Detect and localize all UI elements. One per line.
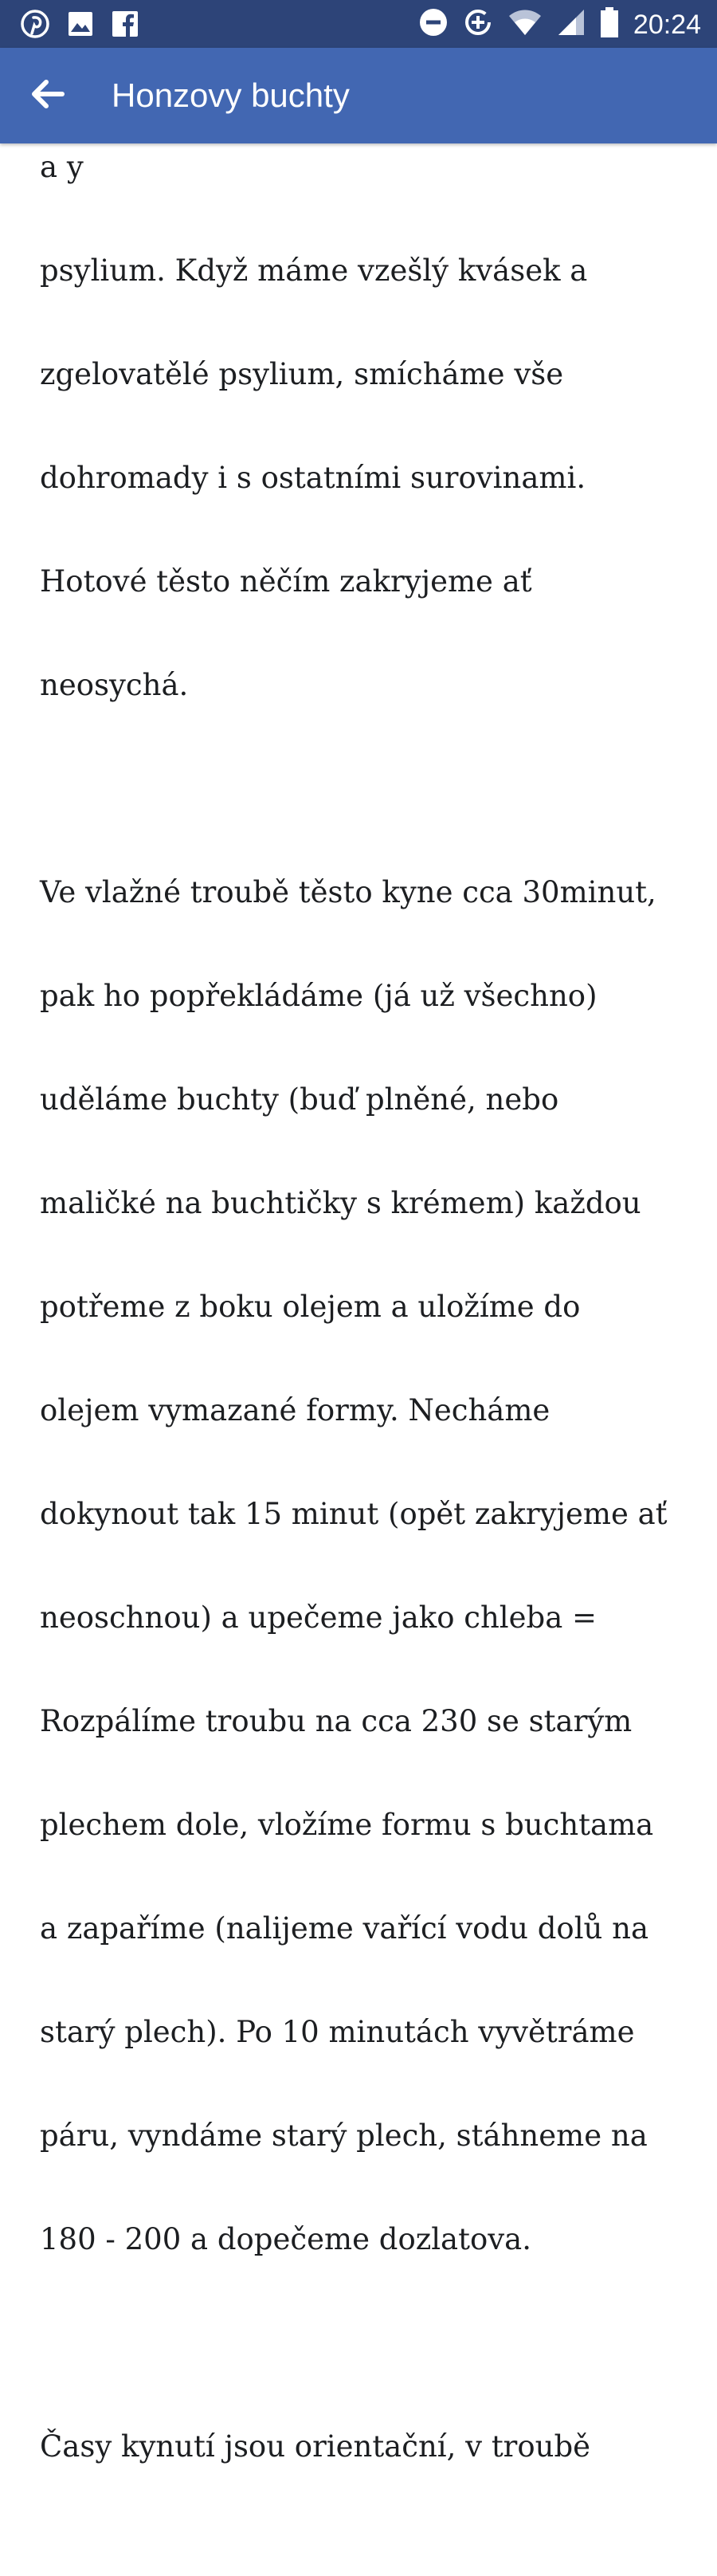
article-body <box>40 89 693 2576</box>
text-line: Ve vlažné troubě těsto kyne cca 30minut, <box>40 875 656 909</box>
battery-icon <box>600 6 619 42</box>
image-icon <box>67 10 94 41</box>
text-line: psylium. Když máme vzešlý kvásek a <box>40 253 588 288</box>
text-line: a zapaříme (nalijeme vařící vodu dolů na <box>40 1911 649 1946</box>
text-line: starý plech). Po 10 minutách vyvětráme <box>40 2015 635 2049</box>
status-time: 20:24 <box>633 9 701 40</box>
notification-icons <box>21 10 139 42</box>
text-line: 180 - 200 a dopečeme dozlatova. <box>40 2222 531 2256</box>
text-line: potřeme z boku olejem a uložíme do <box>40 1290 581 1324</box>
arrow-left-icon <box>30 80 65 112</box>
do-not-disturb-icon <box>418 7 449 41</box>
text-line: zgelovatělé psylium, smícháme vše <box>40 357 564 391</box>
text-line: a y <box>40 150 84 184</box>
wifi-icon <box>507 8 543 41</box>
text-line: uděláme buchty (buď plněné, nebo <box>40 1082 559 1117</box>
text-line: dokynout tak 15 minut (opět zakryjeme ať <box>40 1497 668 1531</box>
paragraph-1 <box>40 89 693 763</box>
text-line: dohromady i s ostatními surovinami. <box>40 461 586 495</box>
text-line: páru, vyndáme starý plech, stáhneme na <box>40 2119 648 2153</box>
pinterest-icon <box>21 10 49 42</box>
system-icons <box>418 6 701 42</box>
page-title: Honzovy buchty <box>112 77 350 114</box>
text-line: plechem dole, vložíme formu s buchtama <box>40 1808 654 1842</box>
text-line: Hotové těsto něčím zakryjeme ať <box>40 564 532 599</box>
paragraph-3 <box>40 2369 693 2524</box>
back-button[interactable] <box>24 72 72 120</box>
data-saver-icon <box>463 7 493 41</box>
text-line: Rozpálíme troubu na cca 230 se starým <box>40 1704 633 1738</box>
text-line: neosychá. <box>40 668 189 702</box>
paragraph-2 <box>40 815 693 2317</box>
signal-icon <box>557 8 586 41</box>
text-line: maličké na buchtičky s krémem) každou <box>40 1186 641 1220</box>
text-line: Časy kynutí jsou orientační, v troubě <box>40 2429 591 2464</box>
article-scroll-area[interactable] <box>0 143 717 2464</box>
text-line: pak ho popřekládáme (já už všechno) <box>40 979 598 1013</box>
facebook-icon <box>112 10 139 41</box>
text-line: olejem vymazané formy. Necháme <box>40 1393 550 1427</box>
status-bar <box>0 0 717 48</box>
text-line: neoschnou) a upečeme jako chleba = <box>40 1600 598 1635</box>
app-bar <box>0 48 717 143</box>
